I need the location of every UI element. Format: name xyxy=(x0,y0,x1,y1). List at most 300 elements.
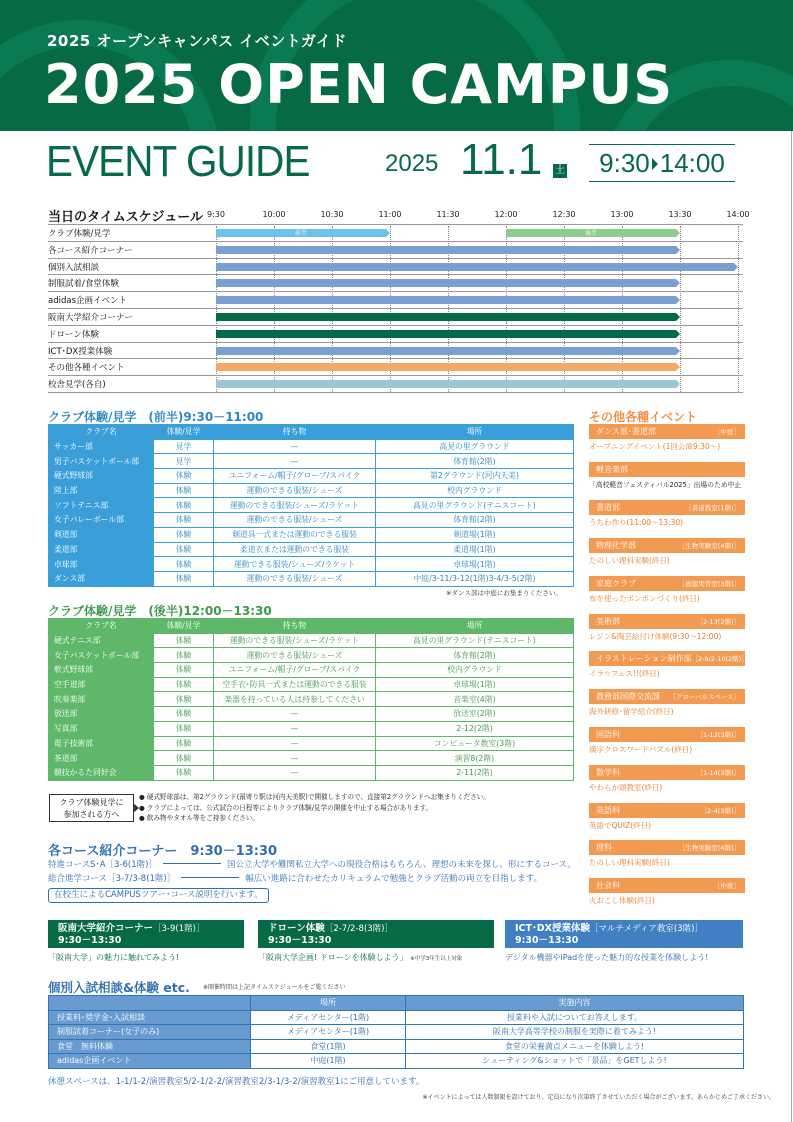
club-notice-line2: 参加される方へ xyxy=(63,810,120,819)
other-event-header xyxy=(589,614,745,629)
column-header: 場所 xyxy=(376,619,574,634)
consultation-name: 制服試着コーナー(女子のみ) xyxy=(49,1025,251,1040)
schedule-bar xyxy=(216,246,676,254)
table-row xyxy=(49,542,574,557)
schedule-bar xyxy=(216,330,676,338)
bar-arrow-icon xyxy=(676,347,680,355)
club-name: 空手道部 xyxy=(49,677,154,692)
other-event-description: オープニングイベント(1回公演9:30～) xyxy=(589,442,721,451)
schedule-row-label: 各コース紹介コーナー xyxy=(48,245,133,256)
other-event-item xyxy=(589,500,745,528)
club-note: ● 飲み物やタオル等をご持参ください。 xyxy=(139,814,259,822)
other-event-item xyxy=(589,614,745,642)
club-second-title: クラブ体験/見学 (後半)12:00－13:30 xyxy=(48,604,272,618)
bar-arrow-icon xyxy=(676,363,680,371)
club-note: ● クラブによっては、公式試合の日程等によりクラブ体験/見学の開催を中止する場合があります。 xyxy=(139,803,433,812)
participation-type: 体験 xyxy=(154,736,214,751)
schedule-bar xyxy=(216,263,734,271)
location: メディアセンター(1階) xyxy=(251,1025,406,1040)
bar-arrow-icon xyxy=(676,279,680,287)
other-event-item xyxy=(589,576,745,604)
table-row xyxy=(49,633,574,648)
feature-desc-text: 「阪南大学企画! ドローンを体験しよう」 xyxy=(258,953,408,962)
location: 柔道場(1階) xyxy=(376,542,574,557)
header-title-text: OPEN CAMPUS xyxy=(218,53,674,116)
items-to-bring: ユニフォーム/帽子/グローブ/スパイク xyxy=(214,663,376,678)
schedule-row-label: adidas企画イベント xyxy=(48,296,127,307)
participation-type: 体験 xyxy=(154,663,214,678)
time-tick-label: 11:00 xyxy=(378,210,402,219)
club-name: 写真部 xyxy=(49,721,154,736)
table-row xyxy=(49,736,574,751)
other-events-title: その他各種イベント xyxy=(589,410,698,424)
location: 高見の里グラウンド(テニスコート) xyxy=(376,633,574,648)
other-event-header xyxy=(589,424,745,439)
schedule-row-label: 制服試着/食堂体験 xyxy=(48,279,119,290)
time-end: 14:00 xyxy=(659,148,725,178)
other-event-header xyxy=(589,727,745,742)
other-event-header xyxy=(589,803,745,818)
other-event-location: ［中庭］ xyxy=(714,428,740,436)
schedule-row-label: その他各種イベント xyxy=(48,363,125,374)
schedule-bar xyxy=(216,313,676,321)
other-event-header xyxy=(589,878,745,893)
table-row xyxy=(49,513,574,528)
table-row xyxy=(49,765,574,780)
items-to-bring: 運動できる服装/シューズ/ラケット xyxy=(214,557,376,572)
other-event-name: 書道部 xyxy=(596,503,620,512)
schedule-bar xyxy=(216,279,676,287)
items-to-bring: — xyxy=(214,751,376,766)
club-notes xyxy=(139,792,490,824)
location: 体育館(2階) xyxy=(376,454,574,469)
feature-room: ［マルチメディア教室(3階)］ xyxy=(589,924,703,934)
participation-type: 体験 xyxy=(154,677,214,692)
other-event-description: 漢字クロスワードパズル(終日) xyxy=(589,745,693,754)
consultation-name: 授業料･奨学金･入試相談 xyxy=(49,1010,251,1025)
description: 授業料や入試についてお答えします。 xyxy=(406,1010,744,1025)
other-event-description: 火おこし体験(終日) xyxy=(589,896,655,905)
items-to-bring: 運動のできる服装/シューズ/ラケット xyxy=(214,498,376,513)
schedule-row-label: クラブ体験/見学 xyxy=(48,229,111,239)
description: シューティング&ショットで「景品」をGETしよう! xyxy=(406,1054,744,1069)
time-start: 9:30 xyxy=(599,148,650,178)
table-row xyxy=(49,1054,744,1069)
feature-name: ドローン体験 xyxy=(268,923,325,934)
participation-type: 体験 xyxy=(154,707,214,722)
schedule-bar xyxy=(216,380,676,388)
other-event-description: たのしい理科実験(終日) xyxy=(589,556,670,565)
location: 校内グラウンド xyxy=(376,483,574,498)
club-name: 剣道部 xyxy=(49,527,154,542)
other-event-location: ［書道教室(1階)］ xyxy=(685,504,740,512)
other-event-item xyxy=(589,424,745,452)
column-header: 持ち物 xyxy=(214,425,376,440)
event-date: 11.1 xyxy=(460,135,543,184)
participation-type: 体験 xyxy=(154,498,214,513)
participation-type: 体験 xyxy=(154,633,214,648)
other-event-header xyxy=(589,538,745,553)
other-event-location: ［グローバルスペース］ xyxy=(669,693,740,701)
location: 2-12(2階) xyxy=(376,721,574,736)
time-schedule-heading: 当日のタイムスケジュール xyxy=(48,210,203,225)
schedule-bar xyxy=(216,363,676,371)
other-event-location: ［中庭］ xyxy=(714,882,740,890)
location: 演習8(2階) xyxy=(376,751,574,766)
other-event-location: ［2-9/2-10(2階)］ xyxy=(691,655,748,663)
schedule-row xyxy=(48,358,743,375)
schedule-row-label: ICT･DX授業体験 xyxy=(48,346,113,357)
other-event-location: ［1-14(3階)］ xyxy=(696,769,740,777)
other-event-item xyxy=(589,840,745,868)
location: 食堂(1階) xyxy=(251,1039,406,1054)
location: 高見の里グラウンド xyxy=(376,439,574,454)
items-to-bring: 運動のできる服装/シューズ xyxy=(214,483,376,498)
other-event-name: 英語科 xyxy=(596,806,620,815)
header-title-year: 2025 xyxy=(44,53,199,116)
feature-name: 阪南大学紹介コーナー xyxy=(58,923,154,934)
table-header-row xyxy=(49,619,574,634)
other-event-location: ［2-4(3階)］ xyxy=(700,807,740,815)
other-event-location: ［2-13(2階)］ xyxy=(696,618,740,626)
time-tick-label: 13:00 xyxy=(610,210,634,219)
time-tick-label: 10:30 xyxy=(320,210,344,219)
bar-arrow-icon xyxy=(386,229,390,237)
feature-name: ICT･DX授業体験 xyxy=(515,923,590,934)
table-row xyxy=(49,557,574,572)
schedule-bar xyxy=(216,296,676,304)
participation-type: 体験 xyxy=(154,571,214,586)
schedule-row xyxy=(48,241,743,258)
consultation-name: adidas企画イベント xyxy=(49,1054,251,1069)
participation-type: 体験 xyxy=(154,692,214,707)
club-name: 女子バスケットボール部 xyxy=(49,648,154,663)
other-event-description: イラ☆フェス!!(終日) xyxy=(589,669,660,678)
items-to-bring: 楽器を持っている人は持参してください xyxy=(214,692,376,707)
table-row xyxy=(49,692,574,707)
feature-ict-dx xyxy=(505,920,743,948)
schedule-row-label: 阪南大学紹介コーナー xyxy=(48,313,134,323)
other-event-description: 英語でQUIZ(終日) xyxy=(589,821,652,830)
other-event-item xyxy=(589,765,745,793)
event-guide-title: EVENT GUIDE xyxy=(46,137,310,186)
course-desc: 幅広い進路に合わせたカリキュラムで勉強とクラブ活動の両立を目指します。 xyxy=(245,874,542,884)
other-event-item xyxy=(589,727,745,755)
other-event-location: ［被服実習室(3階)］ xyxy=(678,580,740,588)
items-to-bring: — xyxy=(214,736,376,751)
items-to-bring: 運動のできる服装/シューズ/ラケット xyxy=(214,633,376,648)
other-event-item xyxy=(589,462,745,489)
items-to-bring: — xyxy=(214,707,376,722)
page-border xyxy=(791,131,792,1122)
club-name: 女子バレーボール部 xyxy=(49,513,154,528)
bar-arrow-icon xyxy=(676,330,680,338)
club-name: 茶道部 xyxy=(49,751,154,766)
course-item xyxy=(48,858,576,870)
other-event-name: 物理化学部 xyxy=(596,541,636,550)
table-row xyxy=(49,469,574,484)
other-event-description: レジン&陶芸絵付け体験(9:30～12:00) xyxy=(589,632,722,641)
arrow-right-icon xyxy=(652,158,658,170)
other-event-name: 社会科 xyxy=(596,881,620,890)
schedule-bottom-rule xyxy=(48,392,743,393)
campus-tour-badge: 在校生によるCAMPUSツアー･コース説明を行います。 xyxy=(48,888,269,903)
schedule-row xyxy=(48,224,743,241)
feature-desc: 「阪南大学」の魅力に触れてみよう! xyxy=(48,953,180,962)
time-tick-label: 12:30 xyxy=(552,210,576,219)
feature-room: ［3-9(1階)］ xyxy=(153,924,205,934)
other-event-header xyxy=(589,840,745,855)
club-first-title: クラブ体験/見学 (前半)9:30－11:00 xyxy=(48,410,264,424)
other-event-name: 軽音楽部 xyxy=(596,465,628,474)
table-row xyxy=(49,439,574,454)
items-to-bring: 運動のできる服装/シューズ xyxy=(214,571,376,586)
table-row xyxy=(49,707,574,722)
items-to-bring: 空手衣･防具一式または運動のできる服装 xyxy=(214,677,376,692)
club-name: ダンス部 xyxy=(49,571,154,586)
items-to-bring: — xyxy=(214,439,376,454)
feature-drone xyxy=(258,920,494,948)
rest-space-note: 休憩スペースは、1-1/1-2/演習教室5/2-1/2-2/演習教室2/3-1/3-2/演習教室1にご用意しています。 xyxy=(48,1077,425,1087)
column-header: 持ち物 xyxy=(214,619,376,634)
bar-arrow-icon xyxy=(676,246,680,254)
schedule-bar xyxy=(216,347,676,355)
header-subtitle: 2025 オープンキャンパス イベントガイド xyxy=(47,32,347,50)
participation-type: 見学 xyxy=(154,454,214,469)
schedule-row-label: 校舎見学(各自) xyxy=(48,380,106,391)
club-name: 放送部 xyxy=(49,707,154,722)
participation-type: 体験 xyxy=(154,513,214,528)
location: コンピュータ教室(3階) xyxy=(376,736,574,751)
other-event-description: 海外研修･留学紹介(終日) xyxy=(589,707,674,716)
feature-desc: デジタル機器やiPadを使った魅力的な授業を体験しよう! xyxy=(505,953,709,962)
participation-type: 体験 xyxy=(154,557,214,572)
schedule-row xyxy=(48,375,743,392)
table-row xyxy=(49,1039,744,1054)
participation-type: 体験 xyxy=(154,483,214,498)
feature-room: ［2-7/2-8(3階)］ xyxy=(324,924,393,934)
table-row xyxy=(49,751,574,766)
other-event-name: 国語科 xyxy=(596,730,620,739)
items-to-bring: 運動のできる服装/シューズ xyxy=(214,513,376,528)
participation-type: 見学 xyxy=(154,439,214,454)
header-title xyxy=(44,53,674,116)
feature-time: 9:30－13:30 xyxy=(58,935,122,946)
time-tick-label: 10:00 xyxy=(262,210,286,219)
course-item xyxy=(48,872,542,884)
other-event-name: 数学科 xyxy=(596,768,620,777)
bar-arrow-icon xyxy=(676,380,680,388)
other-event-header xyxy=(589,651,748,666)
items-to-bring: 剣道具一式または運動のできる服装 xyxy=(214,527,376,542)
table-row xyxy=(49,454,574,469)
other-event-item xyxy=(589,689,745,717)
column-header: クラブ名 xyxy=(49,425,154,440)
table-row xyxy=(49,571,574,586)
description: 阪南大学高等学校の制服を実際に着てみよう! xyxy=(406,1025,744,1040)
participation-type: 体験 xyxy=(154,648,214,663)
other-event-location: ［生物実験室(4階)］ xyxy=(678,844,740,852)
other-event-header xyxy=(589,689,745,704)
participation-type: 体験 xyxy=(154,765,214,780)
table-row xyxy=(49,1025,744,1040)
club-name: 柔道部 xyxy=(49,542,154,557)
header-banner xyxy=(0,0,793,131)
club-name: 吹奏楽部 xyxy=(49,692,154,707)
time-tick-label: 14:00 xyxy=(726,210,750,219)
time-tick-label: 11:30 xyxy=(436,210,460,219)
other-event-header xyxy=(589,500,745,515)
other-event-name: 家庭クラブ xyxy=(596,579,636,588)
bar-arrow-icon xyxy=(676,313,680,321)
time-tick-label: 9:30 xyxy=(207,210,225,219)
description: 食堂の栄養満点メニューを体験しよう! xyxy=(406,1039,744,1054)
schedule-bar xyxy=(216,229,386,237)
individual-title: 個別入試相談&体験 etc. xyxy=(48,980,190,995)
club-name: 卓球部 xyxy=(49,557,154,572)
table-header-row xyxy=(49,996,744,1011)
table-row xyxy=(49,483,574,498)
course-name: 総合進学コース［3-7/3-8(1階)］ xyxy=(48,874,176,884)
schedule-row-label: ドローン体験 xyxy=(48,329,99,340)
items-to-bring: ユニフォーム/帽子/グローブ/スパイク xyxy=(214,469,376,484)
club-note: ● 硬式野球部は、第2グラウンド(最寄り駅は河内天美駅)で開催しますので、直接第2グラウンドへお集まりください。 xyxy=(139,793,490,801)
location: メディアセンター(1階) xyxy=(251,1010,406,1025)
individual-table xyxy=(48,995,744,1069)
course-name: 特進コースS･A［3-6(1階)］ xyxy=(48,860,157,870)
table-row xyxy=(49,663,574,678)
location: 音楽室(4階) xyxy=(376,692,574,707)
schedule-row-label: 個別入試相談 xyxy=(48,262,100,273)
club-name: ソフトテニス部 xyxy=(49,498,154,513)
table-row xyxy=(49,721,574,736)
participation-type: 体験 xyxy=(154,542,214,557)
participation-type: 体験 xyxy=(154,469,214,484)
other-event-location: ［生物実験室(4階)］ xyxy=(678,542,740,550)
club-name: 電子技術部 xyxy=(49,736,154,751)
other-event-name: 教務部国際交流課 xyxy=(596,692,660,701)
other-event-item xyxy=(589,538,745,566)
event-day-of-week: 土 xyxy=(555,165,565,176)
club-notice-line1: クラブ体験見学に xyxy=(59,798,124,807)
location: 2-11(2階) xyxy=(376,765,574,780)
courses-title: 各コース紹介コーナー 9:30－13:30 xyxy=(48,844,278,859)
location: 体育館(2階) xyxy=(376,513,574,528)
club-name: 競技かるた同好会 xyxy=(49,765,154,780)
club-name: 硬式野球部 xyxy=(49,469,154,484)
table-row xyxy=(49,677,574,692)
participation-type: 体験 xyxy=(154,751,214,766)
location: 体育館(2階) xyxy=(376,648,574,663)
other-event-name: ダンス部･書道部 xyxy=(596,427,656,436)
location: 中庭(1階) xyxy=(251,1054,406,1069)
other-event-item xyxy=(589,803,745,831)
club-first-table xyxy=(48,424,574,587)
table-row xyxy=(49,648,574,663)
table-row xyxy=(49,498,574,513)
event-time xyxy=(589,144,735,182)
items-to-bring: 柔道衣または運動のできる服装 xyxy=(214,542,376,557)
column-header: 実施内容 xyxy=(406,996,744,1011)
other-event-item xyxy=(589,878,745,906)
other-event-header xyxy=(589,765,745,780)
feature-note: ※中学3年生以上対象 xyxy=(410,956,463,962)
course-desc: 国公立大学や難関私立大学への現役合格はもちろん、理想の未来を探し、形にするコース。 xyxy=(226,860,576,870)
time-tick-label: 13:30 xyxy=(668,210,692,219)
club-name: サッカー部 xyxy=(49,439,154,454)
bar-arrow-icon xyxy=(734,263,738,271)
other-event-header xyxy=(589,576,745,591)
individual-note: ※開催時間は上記タイムスケジュールをご覧ください xyxy=(203,984,346,991)
other-event-description: 「高校軽音フェスティバル2025」出場のため中止 xyxy=(589,481,742,489)
club-notice-box xyxy=(49,794,134,822)
location: 中庭/3-11/3-12(1階)3-4/3-5(2階) xyxy=(376,571,574,586)
column-header xyxy=(49,996,251,1011)
location: 校内グラウンド xyxy=(376,663,574,678)
schedule-row xyxy=(48,342,743,359)
participation-type: 体験 xyxy=(154,721,214,736)
other-event-item xyxy=(589,651,748,679)
items-to-bring: 運動のできる服装/シューズ xyxy=(214,648,376,663)
event-year: 2025 xyxy=(385,150,439,177)
feature-hannan-univ xyxy=(48,920,244,948)
other-event-name: 美術部 xyxy=(596,617,620,626)
other-event-location: ［1-12(3階)］ xyxy=(696,731,740,739)
other-event-name: イラストレーション制作部 xyxy=(596,654,692,663)
column-header: 体験/見学 xyxy=(154,425,214,440)
other-event-header xyxy=(589,462,745,477)
location: 剣道場(1階) xyxy=(376,527,574,542)
other-event-description: 布を使ったボンボンづくり(終日) xyxy=(589,594,700,603)
guide-row xyxy=(40,135,760,190)
other-event-description: たのしい理科実験(終日) xyxy=(589,858,670,867)
time-tick-label: 12:00 xyxy=(494,210,518,219)
schedule-bar xyxy=(506,229,676,237)
other-event-name: 理科 xyxy=(596,843,612,852)
club-name: 男子バスケットボール部 xyxy=(49,454,154,469)
location: 卓球場(1階) xyxy=(376,677,574,692)
other-event-description: うちわ作り(11:00～13:30) xyxy=(589,518,684,527)
consultation-name: 食堂 無料体験 xyxy=(49,1039,251,1054)
location: 放送室(2階) xyxy=(376,707,574,722)
bar-arrow-icon xyxy=(676,296,680,304)
club-name: 軟式野球部 xyxy=(49,663,154,678)
location: 卓球場(1階) xyxy=(376,557,574,572)
time-schedule xyxy=(48,206,750,392)
items-to-bring: — xyxy=(214,721,376,736)
club-name: 陸上部 xyxy=(49,483,154,498)
schedule-row xyxy=(48,274,743,291)
column-header: 体験/見学 xyxy=(154,619,214,634)
club-name: 硬式テニス部 xyxy=(49,633,154,648)
bar-arrow-icon xyxy=(676,229,680,237)
location: 第2グラウンド(河内天美) xyxy=(376,469,574,484)
club-second-table xyxy=(48,618,574,781)
table-row xyxy=(49,1010,744,1025)
location: 高見の里グラウンド(テニスコート) xyxy=(376,498,574,513)
feature-time: 9:30－13:30 xyxy=(515,935,579,946)
club-first-note: ※ダンス部は中庭にお集まりください。 xyxy=(446,589,562,597)
schedule-row xyxy=(48,308,743,325)
other-event-description: やわらか頭教室(終日) xyxy=(589,783,663,792)
column-header: 場所 xyxy=(376,425,574,440)
feature-desc xyxy=(258,952,462,963)
table-row xyxy=(49,527,574,542)
schedule-bar-label: 前半 xyxy=(294,230,307,237)
feature-time: 9:30－13:30 xyxy=(268,935,332,946)
schedule-bar-label: 後半 xyxy=(584,230,597,237)
footnote: ※イベントによっては人数制限を設けており、定員になり次第終了させていただく場合がございます。あらかじめご了承ください。 xyxy=(422,1094,775,1101)
